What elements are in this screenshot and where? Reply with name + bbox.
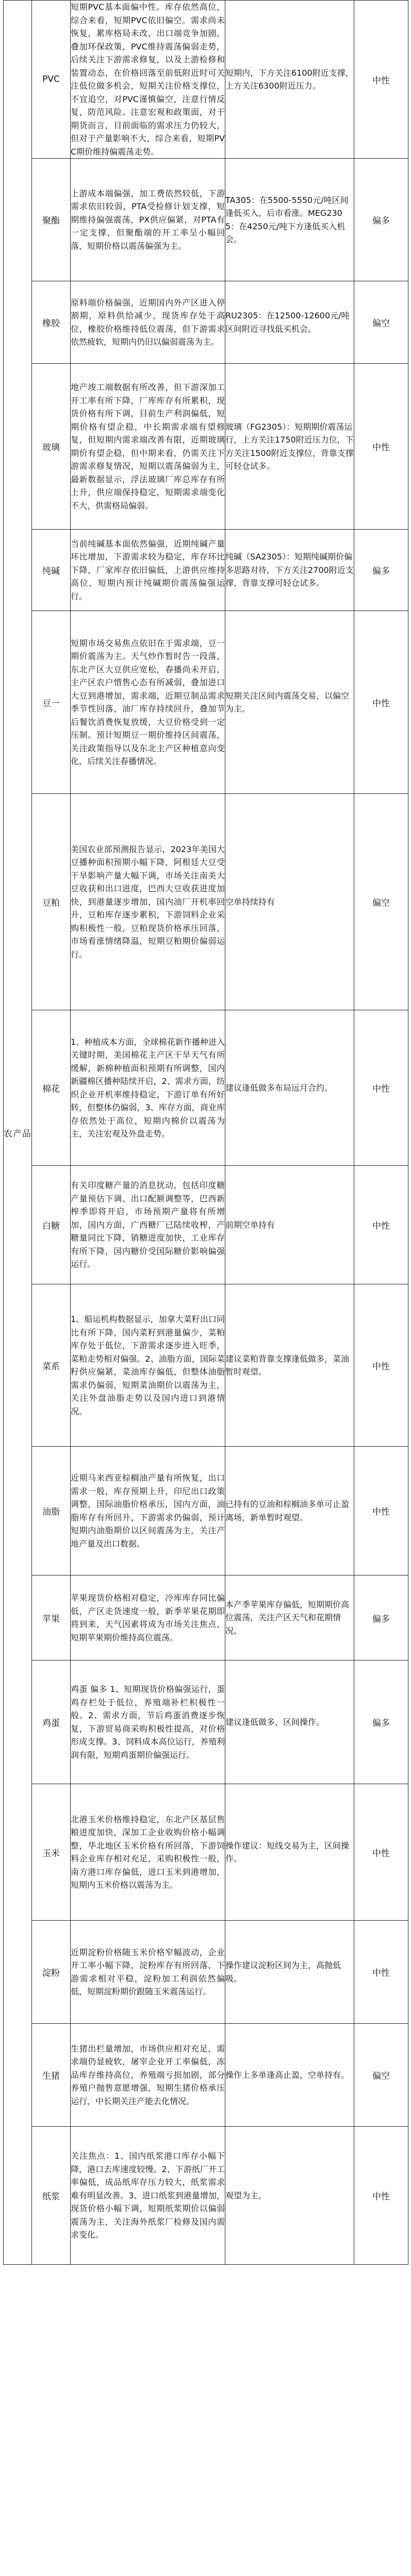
- commodity-row: [4, 364, 408, 530]
- trading-strategy: 短期关注区间内震荡交易，以偏空为主。: [225, 611, 354, 794]
- commodity-name: 棉花: [32, 1010, 71, 1166]
- commodity-name: 纯碱: [32, 530, 71, 611]
- rating-badge: 偏多: [354, 1660, 408, 1784]
- commodity-row: [4, 159, 408, 281]
- market-analysis: 鸡蛋 偏多 1、短期现货价格偏强运行，蛋鸡存栏处于低位，养殖端补栏积极性一般。2、需求方面，节后鸡蛋消费逐步恢复，下游贸易商采购积极性提高，对价格形成支撑。3、饲料成本高位运行，养殖利润有限，短期鸡蛋期价偏强运行。: [71, 1660, 225, 1784]
- commodity-name: 橡胶: [32, 281, 71, 364]
- rating-badge: 中性: [354, 1447, 408, 1575]
- commodity-row: [4, 1284, 408, 1447]
- trading-strategy: 纯碱（SA2305）：短期纯碱期价偏多思路对待，下方关注2700附近支撑，背靠支撑可轻仓试多。: [225, 530, 354, 611]
- rating-badge: 中性: [354, 1, 408, 159]
- market-analysis: 短期市场交易焦点依旧在于需求端，豆一期价震荡为主。天气炒作暂时告一段落，东北产区大豆供应宽松，春播尚未开启，主产区农户惜售心态有所减弱，叠加进口大豆到港增加，需求端，近期豆制品需求季节性回落，油厂库存持续回升，叠加节后餐饮消费恢复放缓，大豆价格受到一定压制。预计短期豆一期价维持区间震荡，关注政策指导以及东北主产区种植意向变化，后续关注春播情况。: [71, 611, 225, 794]
- rating-badge: 偏多: [354, 530, 408, 611]
- commodity-name: 白糖: [32, 1166, 71, 1284]
- commodity-row: [4, 1166, 408, 1284]
- market-analysis: 短期PVC基本面偏中性。库存依然高位，综合来看，短期PVC依旧偏空。需求尚未恢复，累库格局未改，出口端竞争加剧，叠加环保政策，PVC维持震荡偏弱走势，后续关注下游需求修复，以及上游检修和装置动态，在价格回落至前低附近时可关注低位做多机会，短期关注价格支撑位，不宜追空，对PVC谨慎偏空，注意行情反复，防范风险。注意宏观和政策面，对于期货而言，目前面临的需求压力仍较大，但对于产量影响不大，综合来看，短期PVC期价维持偏震荡走势。: [71, 1, 225, 159]
- rating-badge: 中性: [354, 1166, 408, 1284]
- rating-badge: 偏多: [354, 1575, 408, 1660]
- trading-strategy: 建议逢低做多，区间操作。: [225, 1660, 354, 1784]
- commodity-name: 油脂: [32, 1447, 71, 1575]
- commodity-row: [4, 1660, 408, 1784]
- commodity-row: [4, 1, 408, 159]
- commodity-name: 生猪: [32, 2024, 71, 2127]
- rating-badge: 中性: [354, 1010, 408, 1166]
- commodity-row: [4, 2127, 408, 2265]
- category-label: 农产品: [4, 1, 32, 2265]
- trading-strategy: 空单持续持有: [225, 794, 354, 1010]
- market-analysis: 近期淀粉价格随玉米价格窄幅波动，企业开工率小幅下降，淀粉库存有所回落，下游需求相对平稳，淀粉加工利润依然偏低，短期淀粉期价跟随玉米震荡运行。: [71, 1921, 225, 2024]
- commodity-row: [4, 611, 408, 794]
- market-analysis: 地产竣工端数据有所改善，但下游深加工开工率有所下降，厂库库存有所累积，现货价格有所下调，目前生产利润偏低，短期价格有望企稳，中长期需求端有望修复，但短期内需求端改善有限，近期玻璃期价有望企稳，但中期来看，仍需关注下游需求修复情况，短期以震荡偏弱为主，最新数据显示，浮法玻璃厂库总库存有所上升，供应端保持稳定，短期需求端变化不大，供需格局偏弱。: [71, 364, 225, 530]
- trading-strategy: 已持有的豆油和棕榈油多单可止盈离场，新单暂时观望。: [225, 1447, 354, 1575]
- trading-strategy: 本产季苹果库存偏低，短期期价高位震荡，关注产区天气和花期情况。: [225, 1575, 354, 1660]
- commodity-name: 菜系: [32, 1284, 71, 1447]
- commodity-name: 鸡蛋: [32, 1660, 71, 1784]
- commodity-name: 聚酯: [32, 159, 71, 281]
- commodity-row: [4, 1784, 408, 1921]
- trading-strategy: 操作建议淀粉区间为主，高抛低吸。: [225, 1921, 354, 2024]
- commodity-row: [4, 2024, 408, 2127]
- trading-strategy: 建议菜粕背靠支撑逢低做多，菜油暂时观望。: [225, 1284, 354, 1447]
- trading-strategy: 观望为主。: [225, 2127, 354, 2265]
- rating-badge: 中性: [354, 1921, 408, 2024]
- commodity-rows: [4, 1, 408, 2265]
- market-analysis: 上游成本端偏强，加工费依然较低，下游需求依旧较弱，PTA受检修计划支撑，短期维持偏强震荡，PX供应偏紧，对PTA有一定支撑，但聚酯端的开工率呈小幅回落，短期价格以震荡偏强为主。: [71, 159, 225, 281]
- commodity-table: [3, 0, 408, 2265]
- commodity-name: 纸浆: [32, 2127, 71, 2265]
- market-analysis: 1、船运机构数据显示，加拿大菜籽出口同比有所下降，国内菜籽到港量偏少，菜粕库存处于低位，下游需求逐步进入旺季，菜粕走势相对偏强。2、油脂方面，国际菜籽供应偏紧，菜油库存偏低，但整体油脂需求仍偏弱，短期菜油期价以震荡为主，关注外盘油脂走势以及国内进口到港情况。: [71, 1284, 225, 1447]
- rating-badge: 中性: [354, 2127, 408, 2265]
- commodity-row: [4, 1010, 408, 1166]
- trading-strategy: 短期内，下方关注6100附近支撑，上方关注6300附近压力。: [225, 1, 354, 159]
- rating-badge: 中性: [354, 1284, 408, 1447]
- rating-badge: 中性: [354, 611, 408, 794]
- rating-badge: 中性: [354, 364, 408, 530]
- market-analysis: 美国农业部预测报告显示，2023年美国大豆播种面积预期小幅下降，阿根廷大豆受干旱影响产量大幅下调，市场关注南美大豆收获和出口进度，巴西大豆收获进度加快，到港量逐步增加，国内油厂开机率回升，豆粕库存逐步累积，下游饲料企业采购积极性一般，豆粕现货价格承压回落，市场看涨情绪降温，短期豆粕期价偏弱运行。: [71, 794, 225, 1010]
- trading-strategy: 前期空单持有: [225, 1166, 354, 1284]
- commodity-row: [4, 1921, 408, 2024]
- market-analysis: 近期马来西亚棕榈油产量有所恢复，出口需求一般，库存预期上升，印尼出口政策调整，国际油脂价格承压，国内方面，油脂库存有所回升，下游需求仍偏弱，预计短期内油脂期价以区间震荡为主，关注产地产量及出口数据。: [71, 1447, 225, 1575]
- commodity-row: [4, 281, 408, 364]
- trading-strategy: 玻璃（FG2305）：短期期价震荡运行，上方关注1750附近压力位，下方关注1500附近支撑位，背靠支撑可轻仓试多。: [225, 364, 354, 530]
- market-analysis: 生猪出栏量增加，市场供应相对充足，需求端仍显疲软，屠宰企业开工率偏低，冻品库存维持高位，养殖端亏损加剧，部分养殖户抛售意愿增强，短期生猪价格承压运行，中长期关注产能去化情况。: [71, 2024, 225, 2127]
- commodity-name: 淀粉: [32, 1921, 71, 2024]
- market-analysis: 1、种植成本方面，全球棉花新作播种进入关键时期，美国棉花主产区干旱天气有所缓解，新棉种植面积预期有所调整，国内新疆棉区播种陆续开启，2、需求方面，纺织企业开机率维持稳定，下游订单有所好转，但整体仍偏弱，3、库存方面，商业库存依然处于高位，短期内棉价以震荡为主，关注宏观及外盘走势。: [71, 1010, 225, 1166]
- trading-strategy: TA305：在5500-5550元/吨区间逢低买入，后市看涨。MEG2305：在4250元/吨下方逢低买入机会。: [225, 159, 354, 281]
- rating-badge: 偏空: [354, 794, 408, 1010]
- trading-strategy: 建议逢低做多布局远月合约。: [225, 1010, 354, 1166]
- market-analysis: 关注焦点：1、国内纸浆港口库存小幅下降，港口去库速度较慢。2、下游纸厂开工率偏低，成品纸库存压力较大，纸浆需求难有明显改善。3、进口纸浆到港量增加，现货价格小幅下调，短期纸浆期价以偏弱震荡为主，关注海外纸浆厂检修及国内需求变化。: [71, 2127, 225, 2265]
- commodity-row: [4, 530, 408, 611]
- commodity-name: 苹果: [32, 1575, 71, 1660]
- commodity-name: PVC: [32, 1, 71, 159]
- trading-strategy: 操作建议：短线交易为主，区间操作。: [225, 1784, 354, 1921]
- rating-badge: 偏空: [354, 281, 408, 364]
- commodity-row: [4, 1575, 408, 1660]
- commodity-name: 玉米: [32, 1784, 71, 1921]
- trading-strategy: 操作上多单逢高止盈，空单持有。: [225, 2024, 354, 2127]
- market-analysis: 有关印度糖产量的消息扰动，包括印度糖产量预估下调、出口配额调整等，巴西新榨季即将开启，市场预期产量将有所增加，国内方面，广西糖厂已陆续收榨，产糖量同比下降，销糖进度加快，工业库存有所下降，国内糖价受国际糖价影响偏强运行。: [71, 1166, 225, 1284]
- market-analysis: 原料端价格偏强，近期国内外产区进入停割期，原料供给减少，现货库存处于高位，橡胶价格维持低位震荡，但下游需求依然疲软，短期内仍旧以偏弱震荡为主。: [71, 281, 225, 364]
- commodity-row: [4, 794, 408, 1010]
- market-analysis: 苹果现货价格相对稳定，冷库库存同比偏低，产区走货速度一般，新季苹果花期即将到来，天气因素将成为市场关注焦点，短期苹果期价维持高位震荡。: [71, 1575, 225, 1660]
- rating-badge: 中性: [354, 1784, 408, 1921]
- commodity-name: 豆一: [32, 611, 71, 794]
- market-analysis: 当前纯碱基本面依然偏强，近期纯碱产量环比增加，下游需求较为稳定，库存环比下降，厂家库存依旧偏低，上游供应维持高位，短期内预计纯碱期价震荡偏强运行。: [71, 530, 225, 611]
- rating-badge: 偏空: [354, 2024, 408, 2127]
- rating-badge: 偏多: [354, 159, 408, 281]
- commodity-name: 豆粕: [32, 794, 71, 1010]
- commodity-name: 玻璃: [32, 364, 71, 530]
- trading-strategy: RU2305：在12500-12600元/吨区间附近寻找低买机会。: [225, 281, 354, 364]
- commodity-row: [4, 1447, 408, 1575]
- market-analysis: 北港玉米价格维持稳定，东北产区基层售粮进度加快，深加工企业收购价格小幅调整，华北地区玉米价格有所回落，下游饲料企业库存相对充足，采购积极性一般，南方港口库存偏低，进口玉米到港增加，短期内玉米价格以震荡为主。: [71, 1784, 225, 1921]
